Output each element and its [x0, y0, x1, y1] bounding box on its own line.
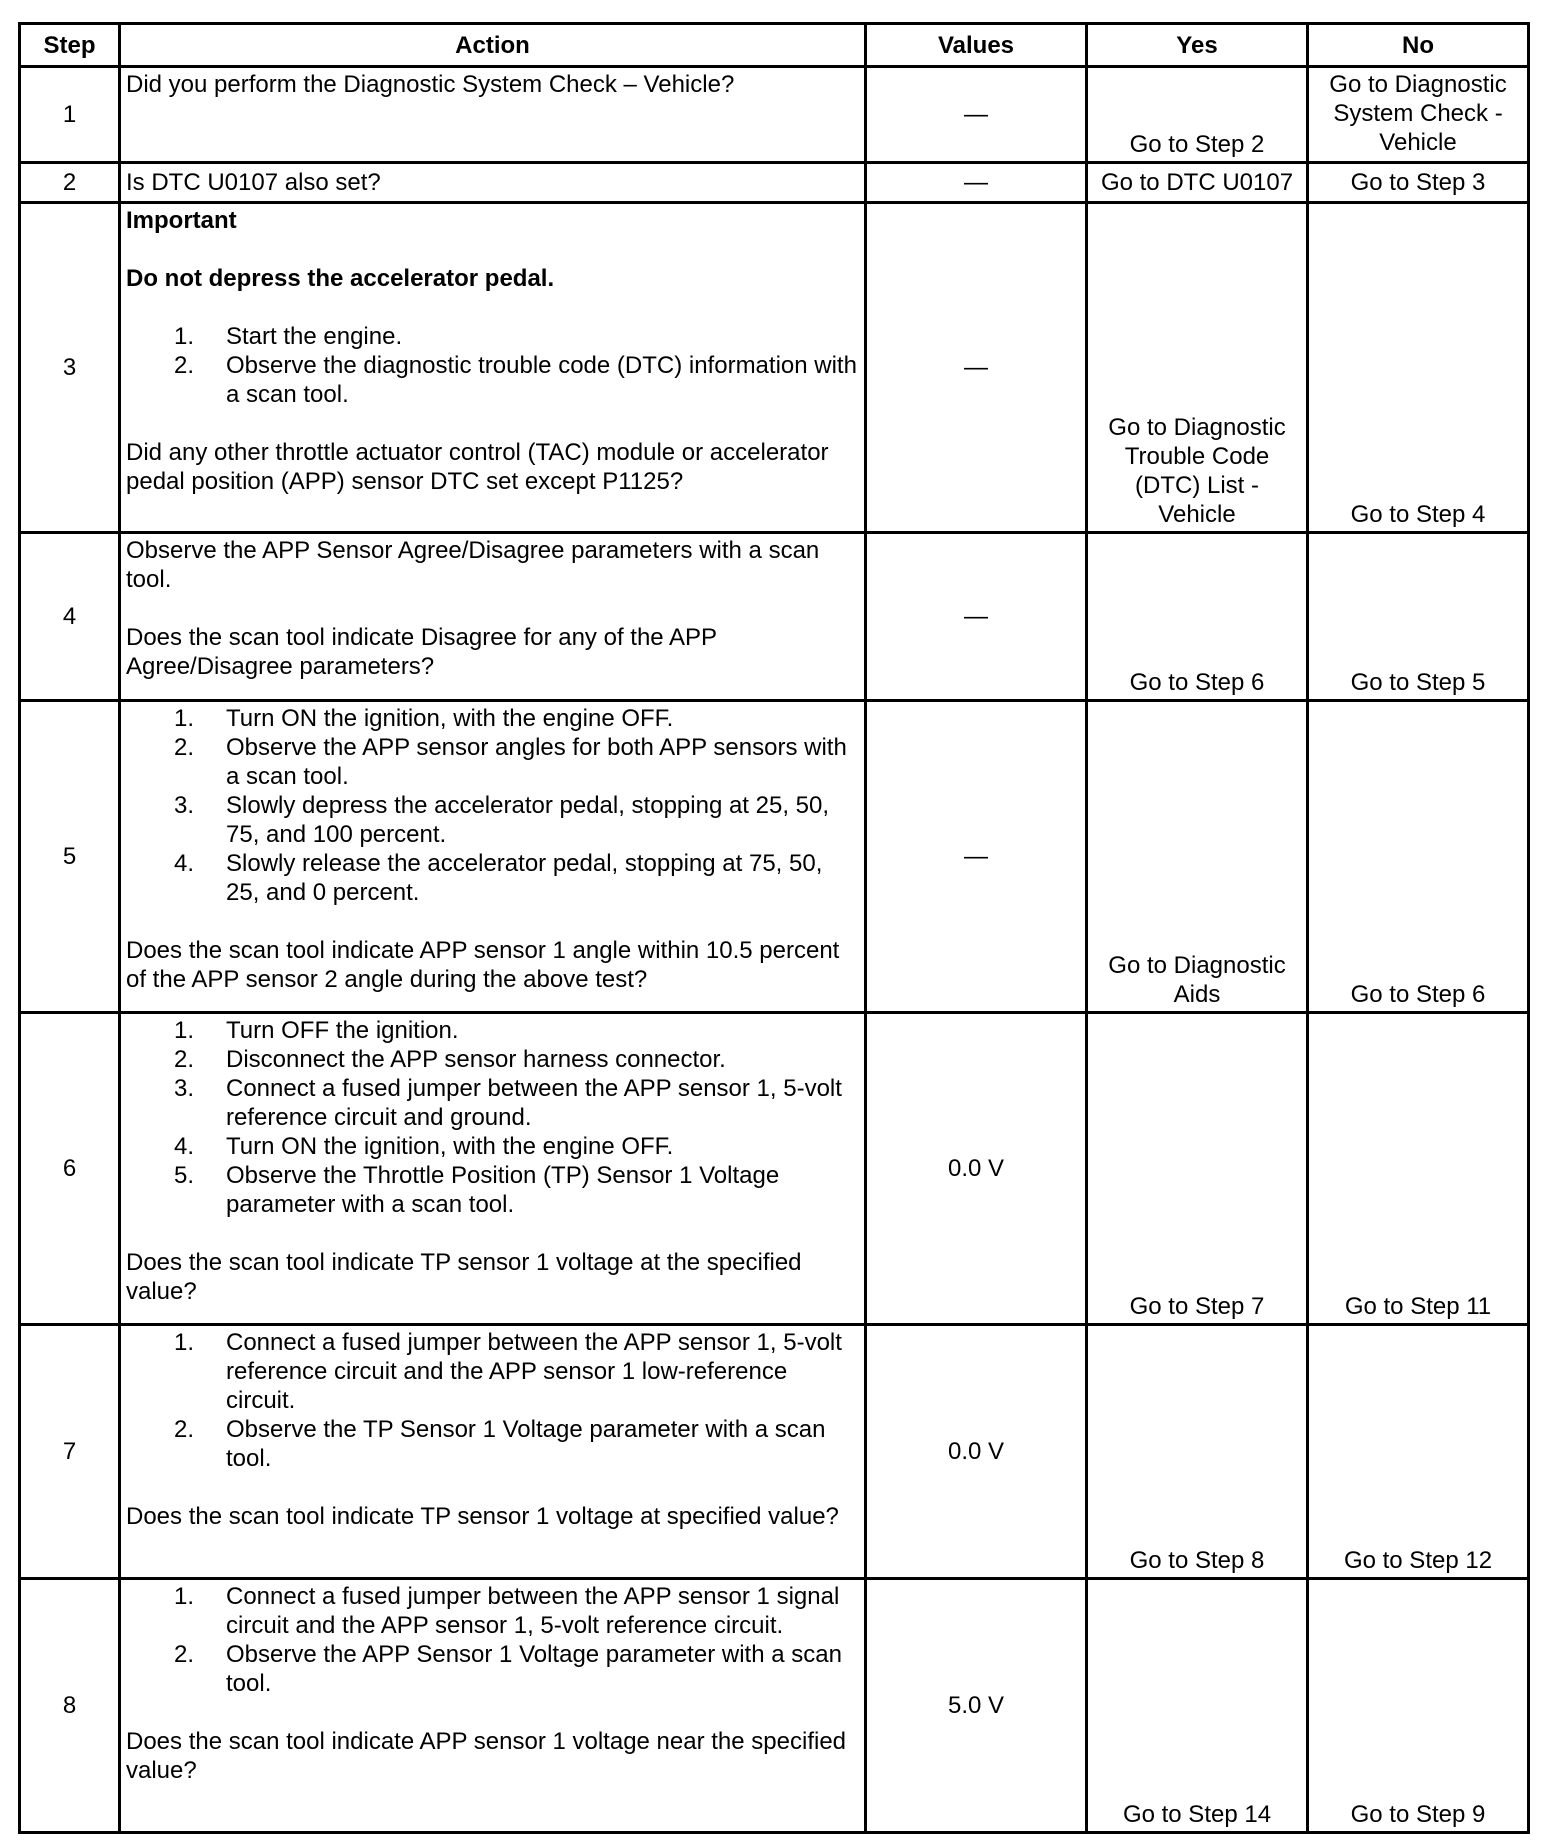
- action-cell: [120, 67, 866, 163]
- value-cell: —: [866, 163, 1087, 203]
- substep-number: 1.: [174, 1017, 195, 1044]
- substep-number: 1.: [174, 1329, 195, 1356]
- no-cell: Go to Step 12: [1308, 1325, 1529, 1579]
- action-question: Is DTC U0107 also set?: [126, 169, 381, 196]
- action-question: Did you perform the Diagnostic System Check – Vehicle?: [126, 71, 735, 98]
- header-action: Action: [120, 24, 866, 67]
- yes-cell: Go to Step 2: [1087, 67, 1308, 163]
- yes-cell: Go to Step 7: [1087, 1013, 1308, 1325]
- header-row: [20, 24, 1529, 67]
- substep-text: Observe the TP Sensor 1 Voltage parameter with a scan tool.: [226, 1416, 826, 1472]
- header-step: Step: [20, 24, 120, 67]
- substep-number: 5.: [174, 1162, 195, 1189]
- action-question: Did any other throttle actuator control (TAC) module or accelerator pedal position (APP) sensor DTC set except P1125?: [126, 439, 829, 495]
- value-cell: —: [866, 533, 1087, 701]
- substep-text: Slowly release the accelerator pedal, stopping at 75, 50, 25, and 0 percent.: [226, 850, 823, 906]
- list-item: [126, 1132, 859, 1161]
- table-row: [20, 203, 1529, 533]
- step-number: 3: [20, 203, 120, 533]
- action-question: Does the scan tool indicate TP sensor 1 voltage at specified value?: [126, 1503, 839, 1530]
- table-row: [20, 163, 1529, 203]
- yes-cell: Go to Step 14: [1087, 1579, 1308, 1833]
- action-question: Does the scan tool indicate APP sensor 1 voltage near the specified value?: [126, 1728, 847, 1784]
- table-row: [20, 1013, 1529, 1325]
- list-item: [126, 1161, 859, 1219]
- important-label: Important: [126, 207, 237, 234]
- table-row: [20, 1579, 1529, 1833]
- substep-text: Observe the Throttle Position (TP) Sensor 1 Voltage parameter with a scan tool.: [226, 1162, 780, 1218]
- substep-text: Start the engine.: [226, 323, 403, 350]
- substep-list: [126, 1582, 859, 1698]
- action-cell: [120, 701, 866, 1013]
- table-row: [20, 1325, 1529, 1579]
- no-cell: Go to Step 9: [1308, 1579, 1529, 1833]
- substep-number: 3.: [174, 1075, 195, 1102]
- list-item: [126, 849, 859, 907]
- substep-number: 4.: [174, 1133, 195, 1160]
- value-cell: —: [866, 203, 1087, 533]
- list-item: [126, 1045, 859, 1074]
- substep-list: [126, 1328, 859, 1473]
- substep-text: Turn ON the ignition, with the engine OFF.: [226, 1133, 674, 1160]
- yes-cell: Go to Step 8: [1087, 1325, 1308, 1579]
- value-cell: —: [866, 701, 1087, 1013]
- substep-text: Disconnect the APP sensor harness connector.: [226, 1046, 726, 1073]
- substep-text: Observe the APP Sensor 1 Voltage parameter with a scan tool.: [226, 1641, 842, 1697]
- step-number: 1: [20, 67, 120, 163]
- table-row: [20, 67, 1529, 163]
- substep-text: Turn OFF the ignition.: [226, 1017, 459, 1044]
- list-item: [126, 1016, 859, 1045]
- list-item: [126, 1582, 859, 1640]
- action-question: Does the scan tool indicate APP sensor 1 angle within 10.5 percent of the APP sensor 2 angle during the above test?: [126, 937, 840, 993]
- step-number: 2: [20, 163, 120, 203]
- important-note: Do not depress the accelerator pedal.: [126, 265, 555, 292]
- step-number: 5: [20, 701, 120, 1013]
- action-cell: [120, 1325, 866, 1579]
- substep-number: 1.: [174, 705, 195, 732]
- list-item: [126, 1640, 859, 1698]
- substep-number: 2.: [174, 734, 195, 761]
- value-cell: 0.0 V: [866, 1013, 1087, 1325]
- substep-number: 2.: [174, 352, 195, 379]
- action-cell: [120, 163, 866, 203]
- substep-text: Observe the APP sensor angles for both APP sensors with a scan tool.: [226, 734, 847, 790]
- substep-text: Connect a fused jumper between the APP sensor 1, 5-volt reference circuit and the APP sensor 1 low-reference circuit.: [226, 1329, 842, 1414]
- substep-list: [126, 322, 859, 409]
- substep-text: Turn ON the ignition, with the engine OFF.: [226, 705, 674, 732]
- step-number: 7: [20, 1325, 120, 1579]
- action-question: Does the scan tool indicate Disagree for any of the APP Agree/Disagree parameters?: [126, 624, 717, 680]
- substep-number: 2.: [174, 1641, 195, 1668]
- yes-cell: Go to Diagnostic Aids: [1087, 701, 1308, 1013]
- no-cell: Go to Step 6: [1308, 701, 1529, 1013]
- yes-cell: Go to Step 6: [1087, 533, 1308, 701]
- substep-list: [126, 704, 859, 907]
- no-cell: Go to Step 5: [1308, 533, 1529, 701]
- action-question: Does the scan tool indicate TP sensor 1 voltage at the specified value?: [126, 1249, 802, 1305]
- step-number: 8: [20, 1579, 120, 1833]
- no-cell: Go to Step 4: [1308, 203, 1529, 533]
- substep-number: 2.: [174, 1046, 195, 1073]
- list-item: [126, 1328, 859, 1415]
- header-values: Values: [866, 24, 1087, 67]
- diagnostic-table: [18, 22, 1530, 1834]
- no-cell: Go to Diagnostic System Check - Vehicle: [1308, 67, 1529, 163]
- no-cell: Go to Step 3: [1308, 163, 1529, 203]
- substep-number: 4.: [174, 850, 195, 877]
- value-cell: —: [866, 67, 1087, 163]
- list-item: [126, 704, 859, 733]
- table-row: [20, 701, 1529, 1013]
- substep-text: Connect a fused jumper between the APP sensor 1, 5-volt reference circuit and ground.: [226, 1075, 842, 1131]
- yes-cell: Go to DTC U0107: [1087, 163, 1308, 203]
- substep-number: 1.: [174, 323, 195, 350]
- value-cell: 5.0 V: [866, 1579, 1087, 1833]
- action-intro: Observe the APP Sensor Agree/Disagree parameters with a scan tool.: [126, 537, 820, 593]
- substep-text: Slowly depress the accelerator pedal, stopping at 25, 50, 75, and 100 percent.: [226, 792, 830, 848]
- substep-text: Observe the diagnostic trouble code (DTC) information with a scan tool.: [226, 352, 857, 408]
- list-item: [126, 733, 859, 791]
- no-cell: Go to Step 11: [1308, 1013, 1529, 1325]
- substep-number: 3.: [174, 792, 195, 819]
- substep-list: [126, 1016, 859, 1219]
- list-item: [126, 791, 859, 849]
- yes-cell: Go to Diagnostic Trouble Code (DTC) List - Vehicle: [1087, 203, 1308, 533]
- step-number: 4: [20, 533, 120, 701]
- list-item: [126, 322, 859, 351]
- list-item: [126, 1415, 859, 1473]
- list-item: [126, 351, 859, 409]
- list-item: [126, 1074, 859, 1132]
- header-yes: Yes: [1087, 24, 1308, 67]
- substep-number: 2.: [174, 1416, 195, 1443]
- table-row: [20, 533, 1529, 701]
- step-number: 6: [20, 1013, 120, 1325]
- header-no: No: [1308, 24, 1529, 67]
- substep-text: Connect a fused jumper between the APP sensor 1 signal circuit and the APP sensor 1, 5-volt reference circuit.: [226, 1583, 840, 1639]
- action-cell: [120, 533, 866, 701]
- value-cell: 0.0 V: [866, 1325, 1087, 1579]
- diagnostic-table-wrapper: [18, 22, 1530, 1834]
- substep-number: 1.: [174, 1583, 195, 1610]
- action-cell: [120, 1579, 866, 1833]
- action-cell: [120, 203, 866, 533]
- action-cell: [120, 1013, 866, 1325]
